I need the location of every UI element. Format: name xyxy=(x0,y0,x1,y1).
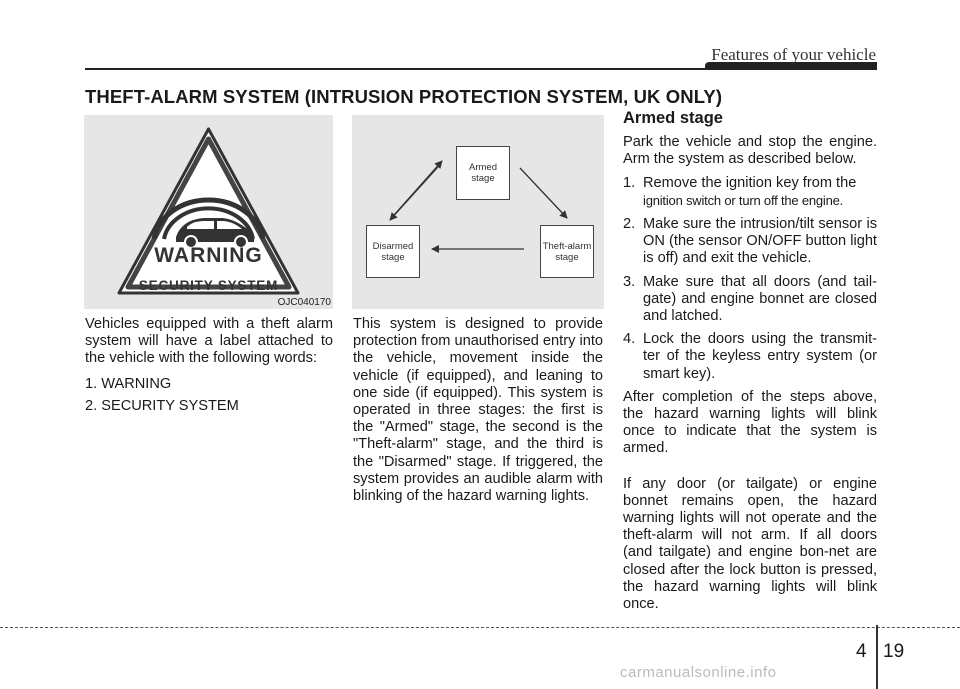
armed-stage-box: Armed stage xyxy=(456,146,510,200)
arrow-armed-to-theft xyxy=(520,168,567,218)
figure-code: OJC040170 xyxy=(277,297,331,308)
theft-alarm-stage-box: Theft-alarm stage xyxy=(540,225,594,278)
armed-note: If any door (or tailgate) or engine bonnet remains open, the hazard warning lights will not operate and the theft-alarm will not arm. If all doors (and tailgate) and engine bon-net are closed after the lock button is pressed, the hazard warning lights will blink once. xyxy=(623,475,877,613)
armed-steps xyxy=(623,175,877,383)
armed-intro: Park the vehicle and stop the engine. Arm the system as described below. xyxy=(623,134,877,168)
chapter-number: 4 xyxy=(856,641,867,662)
column-system-description xyxy=(353,316,603,513)
page-title: THEFT-ALARM SYSTEM (INTRUSION PROTECTION SYSTEM, UK ONLY) xyxy=(85,86,723,107)
label-intro: Vehicles equipped with a theft alarm system will have a label attached to the vehicle with the following words: xyxy=(85,316,333,367)
stage-diagram xyxy=(352,115,604,309)
watermark: carmanualsonline.info xyxy=(620,664,777,681)
column-armed-stage xyxy=(623,110,877,621)
label-item-2: 2. SECURITY SYSTEM xyxy=(85,397,239,414)
column-label-info xyxy=(85,316,333,423)
arrow-armed-to-disarmed xyxy=(390,167,438,220)
warning-label-figure xyxy=(84,115,333,309)
armed-step: 1. Remove the ignition key from the ignition switch or turn off the engine. xyxy=(623,174,857,208)
armed-step: 3. Make sure that all doors (and tail-gate) and engine bonnet are closed and latched. xyxy=(623,273,877,325)
armed-step: 4. Lock the doors using the transmit-ter of the keyless entry system (or smart key). xyxy=(623,331,877,382)
warning-word: WARNING xyxy=(154,244,263,267)
footer-rule xyxy=(0,627,960,628)
system-description: This system is designed to provide protection from unauthorised entry into the vehicle, movement inside the vehicle (if equipped), and leaning to one side (if equipped). This system is operated in three stages: the first is the "Armed" stage, the second is the "Theft-alarm" stage, and the third is the "Disarmed" stage. If triggered, the system provides an audible alarm with blinking of the hazard warning lights. xyxy=(353,316,603,505)
disarmed-stage-box: Disarmed stage xyxy=(366,225,420,278)
section-title: Features of your vehicle xyxy=(711,45,876,64)
label-item-1: 1. WARNING xyxy=(85,375,172,392)
page-number: 19 xyxy=(883,641,905,662)
armed-after: After completion of the steps above, the hazard warning lights will blink once to indicate that the system is armed. xyxy=(623,388,877,457)
footer-divider xyxy=(876,625,878,689)
security-system-word: SECURITY SYSTEM xyxy=(138,278,279,293)
armed-step: 2. Make sure the intrusion/tilt sensor is ON (the sensor ON/OFF button light is off) and exit the vehicle. xyxy=(623,216,877,267)
armed-stage-heading: Armed stage xyxy=(623,109,723,127)
stage-arrows xyxy=(352,115,604,309)
